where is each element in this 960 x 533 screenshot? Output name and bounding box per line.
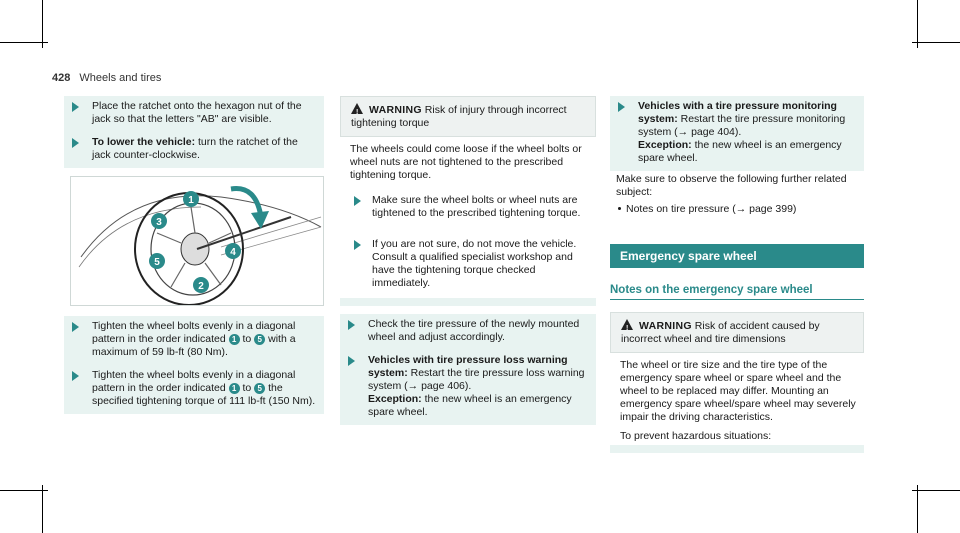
steps-block-3 (340, 314, 596, 425)
badge-5: 5 (254, 383, 265, 394)
arrow-icon (348, 320, 355, 330)
steps-block-2 (64, 316, 324, 414)
warning-box-spare (610, 312, 864, 453)
warning-header: ! WARNING Risk of accident caused by incorrect wheel and tire dimensions (610, 312, 864, 353)
steps-block-1 (64, 96, 324, 168)
step-tighten-1: Tighten the wheel bolts evenly in a diagonal pattern in the order indicated 1 to 5 with a maximum of 59 lb-ft (80 Nm). (64, 316, 324, 365)
arrow-icon (348, 356, 355, 366)
crop-mark (912, 490, 960, 491)
column-3 (610, 96, 864, 453)
warning-step-1: Make sure the wheel bolts or wheel nuts are tightened to the prescribed tightening torque. (350, 190, 588, 226)
badge-3: 3 (156, 217, 162, 228)
step-tighten-2: Tighten the wheel bolts evenly in a diagonal pattern in the order indicated 1 to 5 the specified tightening torque of 111 lb-ft (150 Nm). (64, 365, 324, 414)
warning-step-2: If you are not sure, do not move the vehicle. Consult a qualified specialist workshop and have the tightening torque checked immediately. (350, 234, 588, 296)
section-name: Wheels and tires (79, 72, 162, 84)
crop-mark (0, 42, 48, 43)
arrow-icon (354, 240, 361, 250)
warning-header: ! WARNING Risk of injury through incorrect tightening torque (340, 96, 596, 137)
step-place-ratchet: Place the ratchet onto the hexagon nut of the jack so that the letters "AB" are visible. (64, 96, 324, 132)
arrow-icon (72, 138, 79, 148)
warning-body (610, 353, 864, 445)
crop-mark (0, 490, 48, 491)
wheel-illustration (70, 176, 324, 306)
page-header (52, 72, 161, 84)
steps-block-4 (610, 96, 864, 171)
step-check-pressure: Check the tire pressure of the newly mounted wheel and adjust accordingly. (340, 314, 596, 350)
step-restart-monitoring: Vehicles with a tire pressure monitoring system: Restart the tire pressure monitoring system (→ page 404). Exception: the new wheel is an emergency spare wheel. (610, 96, 864, 171)
arrow-icon (354, 196, 361, 206)
warning-text: The wheels could come loose if the wheel bolts or wheel nuts are not tightened to the prescribed tightening torque. (350, 143, 582, 181)
badge-5: 5 (254, 334, 265, 345)
arrow-icon (72, 371, 79, 381)
warning-body (340, 137, 596, 298)
arrow-icon (618, 102, 625, 112)
crop-mark (42, 485, 43, 533)
warning-text-2: To prevent hazardous situations: (620, 430, 772, 442)
warning-text: The wheel or tire size and the tire type of the emergency spare wheel or spare wheel and the wheel to be replaced may differ. Mounting an emergency spare wheel/spare wheel may severely impair the driving characteristics. (620, 359, 856, 423)
crop-mark (917, 0, 918, 48)
column-2 (340, 96, 596, 425)
badge-1: 1 (229, 383, 240, 394)
step-restart-loss-warning: Vehicles with tire pressure loss warning system: Restart the tire pressure loss warning system (→ page 406). Exception: the new wheel is an emergency spare wheel. (340, 350, 596, 425)
arrow-icon (72, 102, 79, 112)
crop-mark (917, 485, 918, 533)
subsection-title: Notes on the emergency spare wheel (610, 284, 864, 300)
arrow-icon (72, 322, 79, 332)
warning-box-torque (340, 96, 596, 306)
badge-1: 1 (188, 195, 194, 206)
warning-icon: ! (621, 319, 633, 330)
step-lower-vehicle: To lower the vehicle: turn the ratchet of the jack counter-clockwise. (64, 132, 324, 168)
badge-1: 1 (229, 334, 240, 345)
warning-icon: ! (351, 103, 363, 114)
crop-mark (42, 0, 43, 48)
badge-5: 5 (154, 257, 160, 268)
crop-mark (912, 42, 960, 43)
page-number: 428 (52, 72, 71, 84)
related-note: Make sure to observe the following further related subject: (616, 173, 847, 198)
badge-2: 2 (198, 281, 204, 292)
related-link[interactable]: Notes on tire pressure (→ page 399) (610, 201, 864, 218)
column-1 (64, 96, 324, 414)
section-title: Emergency spare wheel (610, 244, 864, 268)
badge-4: 4 (230, 247, 236, 258)
